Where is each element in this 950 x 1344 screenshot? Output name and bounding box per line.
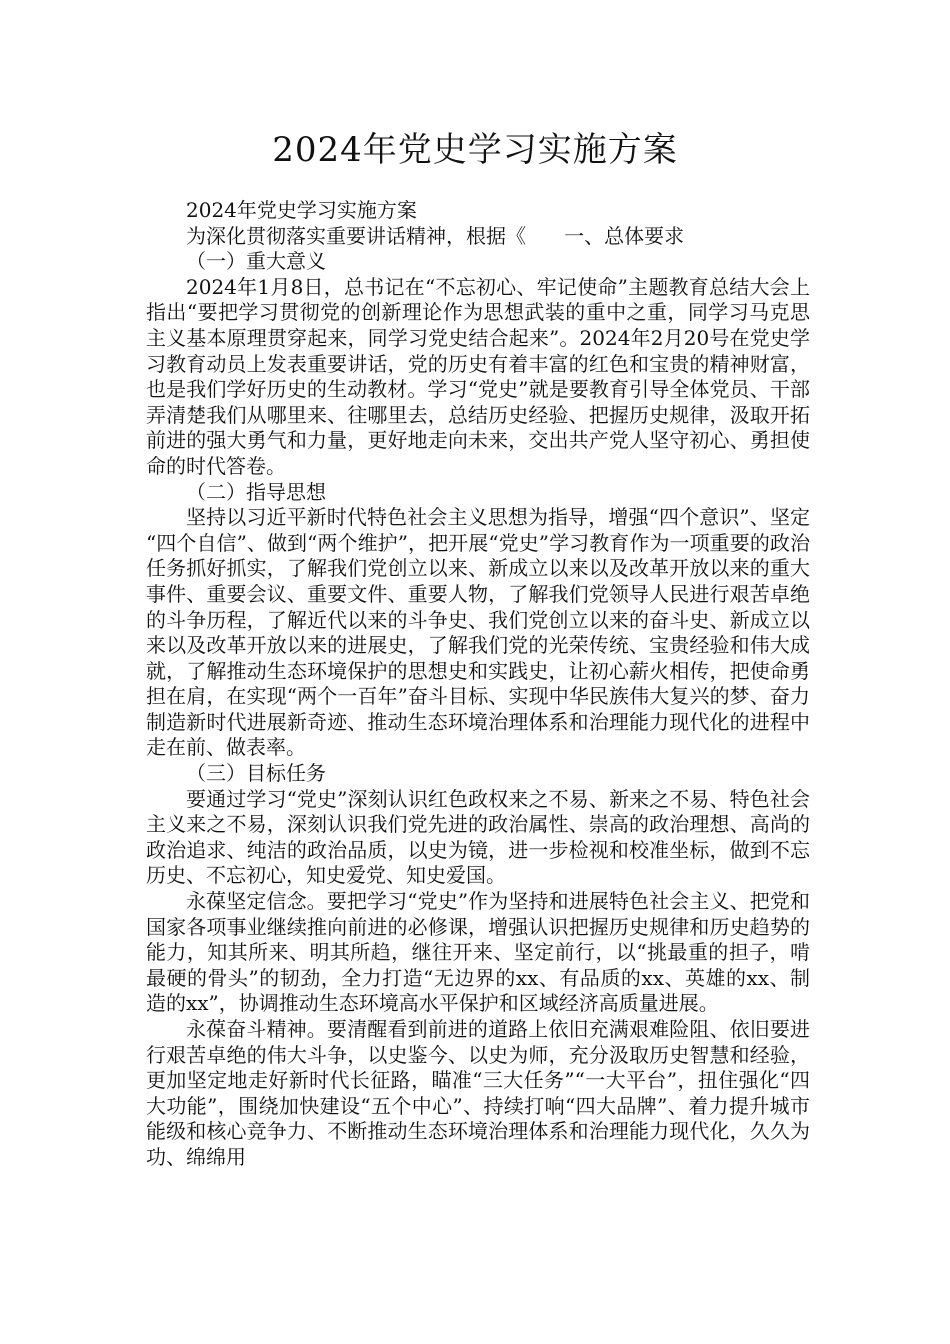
paragraph-struggle-spirit: 永葆奋斗精神。要清醒看到前进的道路上依旧充满艰难险阻、依旧要进行艰苦卓绝的伟大斗争，以史鉴今、以史为师，充分汲取历史智慧和经验，更加坚定地走好新时代长征路，瞄准“三大任务”“一大平台”，扭住强化“四大功能”，围绕加快建设“五个中心”、持续打响“四大品牌”、着力提升城市能级和核心竞争力、不断推动生态环境治理体系和治理能力现代化，久久为功、绵绵用 (146, 1017, 810, 1169)
intro-line: 为深化贯彻落实重要讲话精神，根据《 一、总体要求 (186, 223, 685, 248)
section-heading-significance: （一）重大意义 (186, 249, 326, 274)
document-title: 2024年党史学习实施方案 (272, 130, 678, 170)
paragraph-firm-belief: 永葆坚定信念。要把学习“党史”作为坚持和进展特色社会主义、把党和国家各项事业继续推向前进的必修课，增强认识把握历史规律和历史趋势的能力，知其所来、明其所趋，继往开来、坚定前行，以“挑最重的担子，啃最硬的骨头”的韧劲，全力打造“无边界的xx、有品质的xx、英雄的xx、制造的xx”，协调推动生态环境高水平保护和区域经济高质量进展。 (146, 889, 810, 1016)
section-heading-goals: （三）目标任务 (186, 761, 326, 786)
paragraph-goals: 要通过学习“党史”深刻认识红色政权来之不易、新来之不易、特色社会主义来之不易，深刻认识我们党先进的政治属性、崇高的政治理想、高尚的政治追求、纯洁的政治品质，以史为镜，进一步检视和校准坐标，做到不忘历史、不忘初心，知史爱党、知史爱国。 (146, 786, 810, 888)
section-heading-guiding-thought: （二）指导思想 (186, 479, 326, 504)
paragraph-significance: 2024年1月8日，总书记在“不忘初心、牢记使命”主题教育总结大会上指出“要把学习贯彻党的创新理论作为思想武装的重中之重，同学习马克思主义基本原理贯穿起来，同学习党史结合起来”。2024年2月20号在党史学习教育动员上发表重要讲话，党的历史有着丰富的红色和宝贵的精神财富，也是我们学好历史的生动教材。学习“党史”就是要教育引导全体党员、干部弄清楚我们从哪里来、往哪里去，总结历史经验、把握历史规律，汲取开拓前进的强大勇气和力量，更好地走向未来，交出共产党人坚守初心、勇担使命的时代答卷。 (146, 274, 810, 478)
document-body (146, 198, 810, 1171)
paragraph-guiding-thought: 坚持以习近平新时代特色社会主义思想为指导，增强“四个意识”、坚定“四个自信”、做到“两个维护”，把开展“党史”学习教育作为一项重要的政治任务抓好抓实，了解我们党创立以来、新成立以来以及改革开放以来的重大事件、重要会议、重要文件、重要人物，了解我们党领导人民进行艰苦卓绝的斗争历程，了解近代以来的斗争史、我们党创立以来的奋斗史、新成立以来以及改革开放以来的进展史，了解我们党的光荣传统、宝贵经验和伟大成就，了解推动生态环境保护的思想史和实践史，让初心薪火相传，把使命勇担在肩，在实现“两个一百年”奋斗目标、实现中华民族伟大复兴的梦、奋力制造新时代进展新奇迹、推动生态环境治理体系和治理能力现代化的进程中走在前、做表率。 (146, 505, 810, 760)
subtitle-line: 2024年党史学习实施方案 (186, 198, 417, 222)
